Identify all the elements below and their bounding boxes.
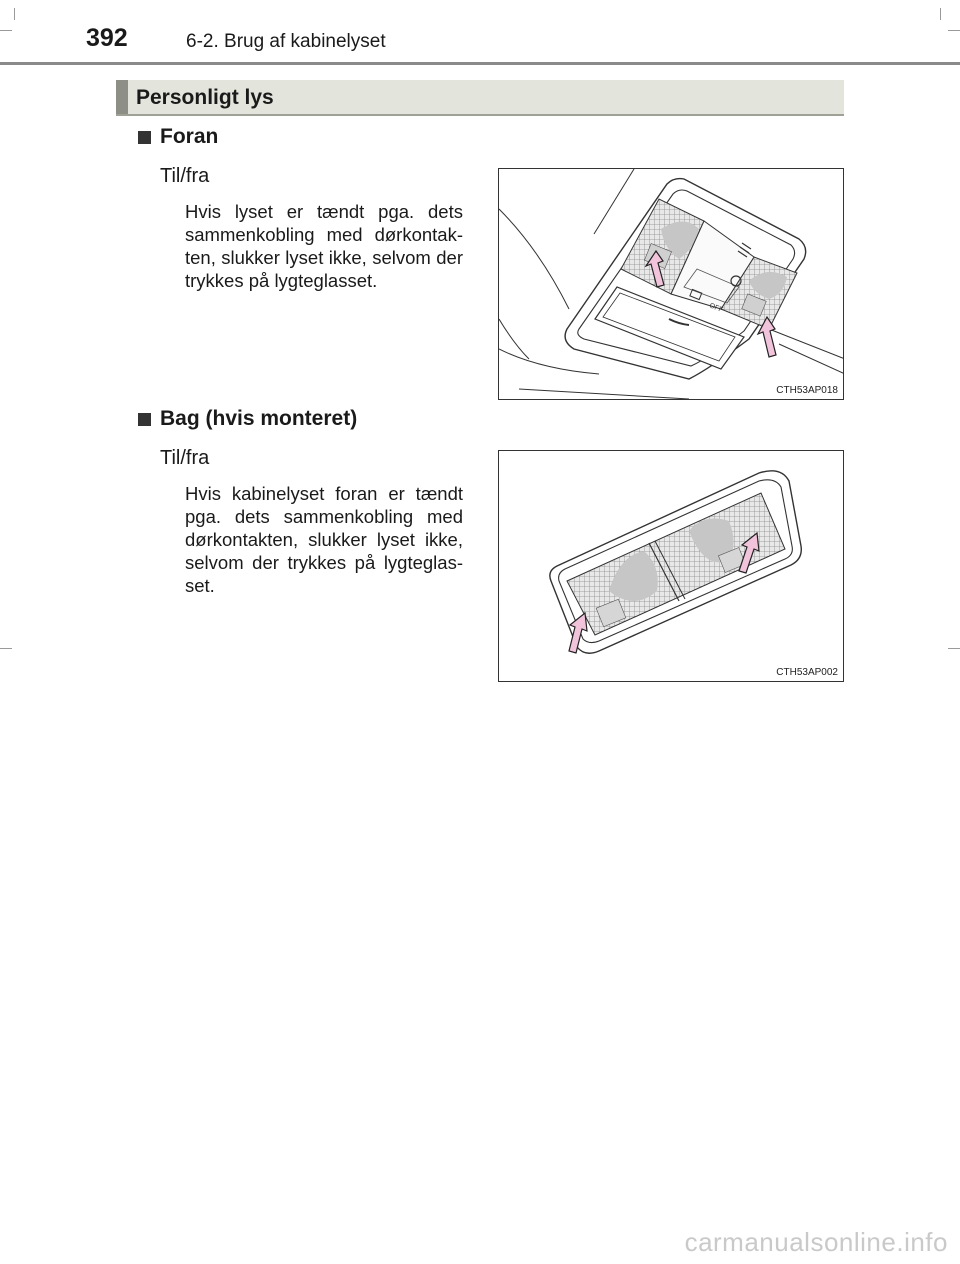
rear-item-label: Til/fra [160,447,210,469]
section-accent [116,80,128,114]
crop-mark [948,30,960,31]
front-heading-text: Foran [160,125,219,148]
page-number: 392 [86,24,128,52]
figure-code: CTH53AP018 [776,385,838,396]
front-item-label: Til/fra [160,165,210,187]
figure-code: CTH53AP002 [776,667,838,678]
rear-heading-text: Bag (hvis monteret) [160,407,358,430]
crop-mark [940,8,941,20]
rear-heading [138,407,357,431]
rear-lamp-illustration [499,451,844,682]
front-heading [138,125,218,149]
front-lamp-figure [498,168,844,400]
rear-description: Hvis kabinelyset foran er tændt pga. dets sammenkobling med dørkontakten, slukker lyset ikke, selvom der trykkes på lygteglas-set. [185,483,463,596]
front-lamp-illustration [499,169,844,400]
section-title: Personligt lys [136,86,274,109]
crop-mark [14,8,15,20]
crop-mark [0,30,12,31]
watermark: carmanualsonline.info [684,1227,948,1257]
section-title-bar [116,80,844,116]
header-divider [0,62,960,65]
rear-lamp-figure [498,450,844,682]
square-bullet-icon [138,131,151,144]
crop-mark [0,648,12,649]
chapter-title: 6-2. Brug af kabinelyset [186,31,386,52]
square-bullet-icon [138,413,151,426]
off-switch-label: OFF [708,302,724,315]
front-description: Hvis lyset er tændt pga. dets sammenkobling med dørkontak-ten, slukker lyset ikke, selvom der trykkes på lygteglasset. [185,201,463,291]
crop-mark [948,648,960,649]
